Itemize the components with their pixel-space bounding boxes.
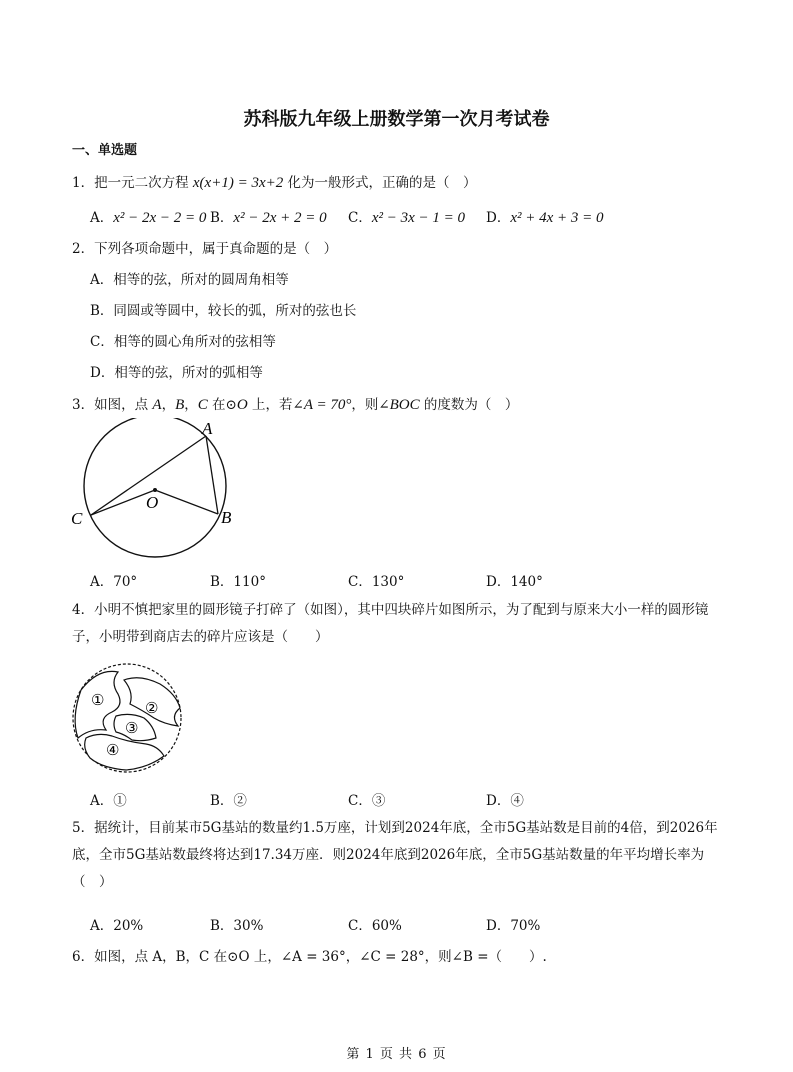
label-o: O [146, 493, 159, 512]
q5-option-a[interactable]: A．20% [90, 918, 144, 934]
option-math: x² + 4x + 3 = 0 [510, 210, 604, 226]
q3-point-a: A [152, 397, 162, 413]
q3-text: 上，若∠ [247, 397, 304, 413]
q2-option-d[interactable]: D．相等的弦，所对的弧相等 [90, 365, 263, 381]
q1-option-a[interactable] [90, 206, 206, 227]
question-2: 2．下列各项命题中，属于真命题的是（ ） [72, 241, 338, 257]
label-a: A [202, 419, 213, 438]
segment-ab [206, 436, 218, 514]
q3-angle-a: A = 70° [303, 397, 352, 413]
question-6: 6．如图，点 A，B，C 在⊙O 上，∠A = 36°，∠C = 28°，则∠B =（ ）. [72, 949, 547, 965]
q3-point-o: O [236, 397, 248, 413]
question-5: 5．据统计，目前某市5G基站的数量约1.5万座，计划到2024年底，全市5G基站数是目前的4倍，到2026年底，全市5G基站数最终将达到17.34万座．则2024年底到2026年底，全市5G基站数量的年平均增长率为（ ） [72, 820, 718, 890]
label-piece-1: ① [91, 693, 105, 709]
circle-o [84, 418, 226, 557]
q1-suffix: 化为一般形式，正确的是（ ） [283, 175, 477, 191]
q3-option-d[interactable]: D．140° [486, 574, 543, 590]
label-piece-4: ④ [106, 743, 120, 759]
option-math: x² − 2x − 2 = 0 [113, 210, 207, 226]
q1-option-c[interactable] [348, 206, 465, 227]
q3-point-c: C [197, 397, 208, 413]
section-heading: 一、单选题 [72, 143, 138, 158]
label-b: B [221, 508, 232, 527]
q2-option-b[interactable]: B．同圆或等圆中，较长的弧，所对的弦也长 [90, 303, 357, 319]
label-piece-2: ② [145, 701, 159, 717]
q3-text: 的度数为（ ） [419, 397, 519, 413]
q4-option-c[interactable]: C．③ [348, 793, 386, 809]
q2-option-a[interactable]: A．相等的弦，所对的圆周角相等 [90, 272, 289, 288]
option-math: x² − 3x − 1 = 0 [371, 210, 466, 226]
q5-option-d[interactable]: D．70% [486, 918, 541, 934]
q3-option-a[interactable]: A．70° [90, 574, 138, 590]
label-piece-3: ③ [125, 721, 139, 737]
q4-option-d[interactable]: D．④ [486, 793, 524, 809]
center-point [153, 488, 157, 492]
q3-option-b[interactable]: B．110° [210, 574, 266, 590]
question-1 [72, 171, 477, 192]
page-footer: 第 1 页 共 6 页 [346, 1047, 447, 1062]
option-letter: B． [210, 210, 234, 226]
q1-prefix: 1．把一元二次方程 [72, 175, 193, 191]
q2-option-c[interactable]: C．相等的圆心角所对的弦相等 [90, 334, 276, 350]
page-title: 苏科版九年级上册数学第一次月考试卷 [243, 109, 550, 130]
q1-equation: x(x+1) = 3x+2 [192, 175, 284, 191]
q3-text: ，则∠ [351, 397, 390, 413]
question-3: 3．如图，点 A，B，C 在⊙O 上，若∠A = 70°，则∠BOC 的度数为（ ） [72, 397, 519, 413]
q3-text: 在⊙ [207, 397, 237, 413]
option-letter: C． [348, 210, 372, 226]
segment-ob [155, 490, 218, 514]
q5-option-b[interactable]: B．30% [210, 918, 264, 934]
q4-option-b[interactable]: B．② [210, 793, 247, 809]
option-letter: A． [90, 210, 114, 226]
label-c: C [71, 509, 83, 528]
broken-mirror-figure [68, 660, 186, 775]
q4-option-a[interactable]: A．① [90, 793, 127, 809]
circle-figure-q3 [66, 418, 246, 563]
q3-point-b: B [175, 397, 185, 413]
option-letter: D． [486, 210, 511, 226]
option-math: x² − 2x + 2 = 0 [233, 210, 327, 226]
q3-angle-boc: BOC [389, 397, 420, 413]
q1-option-d[interactable] [486, 206, 604, 227]
question-4: 4．小明不慎把家里的圆形镜子打碎了（如图），其中四块碎片如图所示，为了配到与原来大小一样的圆形镜子，小明带到商店去的碎片应该是（ ） [72, 602, 709, 645]
q5-option-c[interactable]: C．60% [348, 918, 402, 934]
q3-option-c[interactable]: C．130° [348, 574, 405, 590]
q1-option-b[interactable] [210, 206, 327, 227]
q3-text: 3．如图，点 [72, 397, 153, 413]
